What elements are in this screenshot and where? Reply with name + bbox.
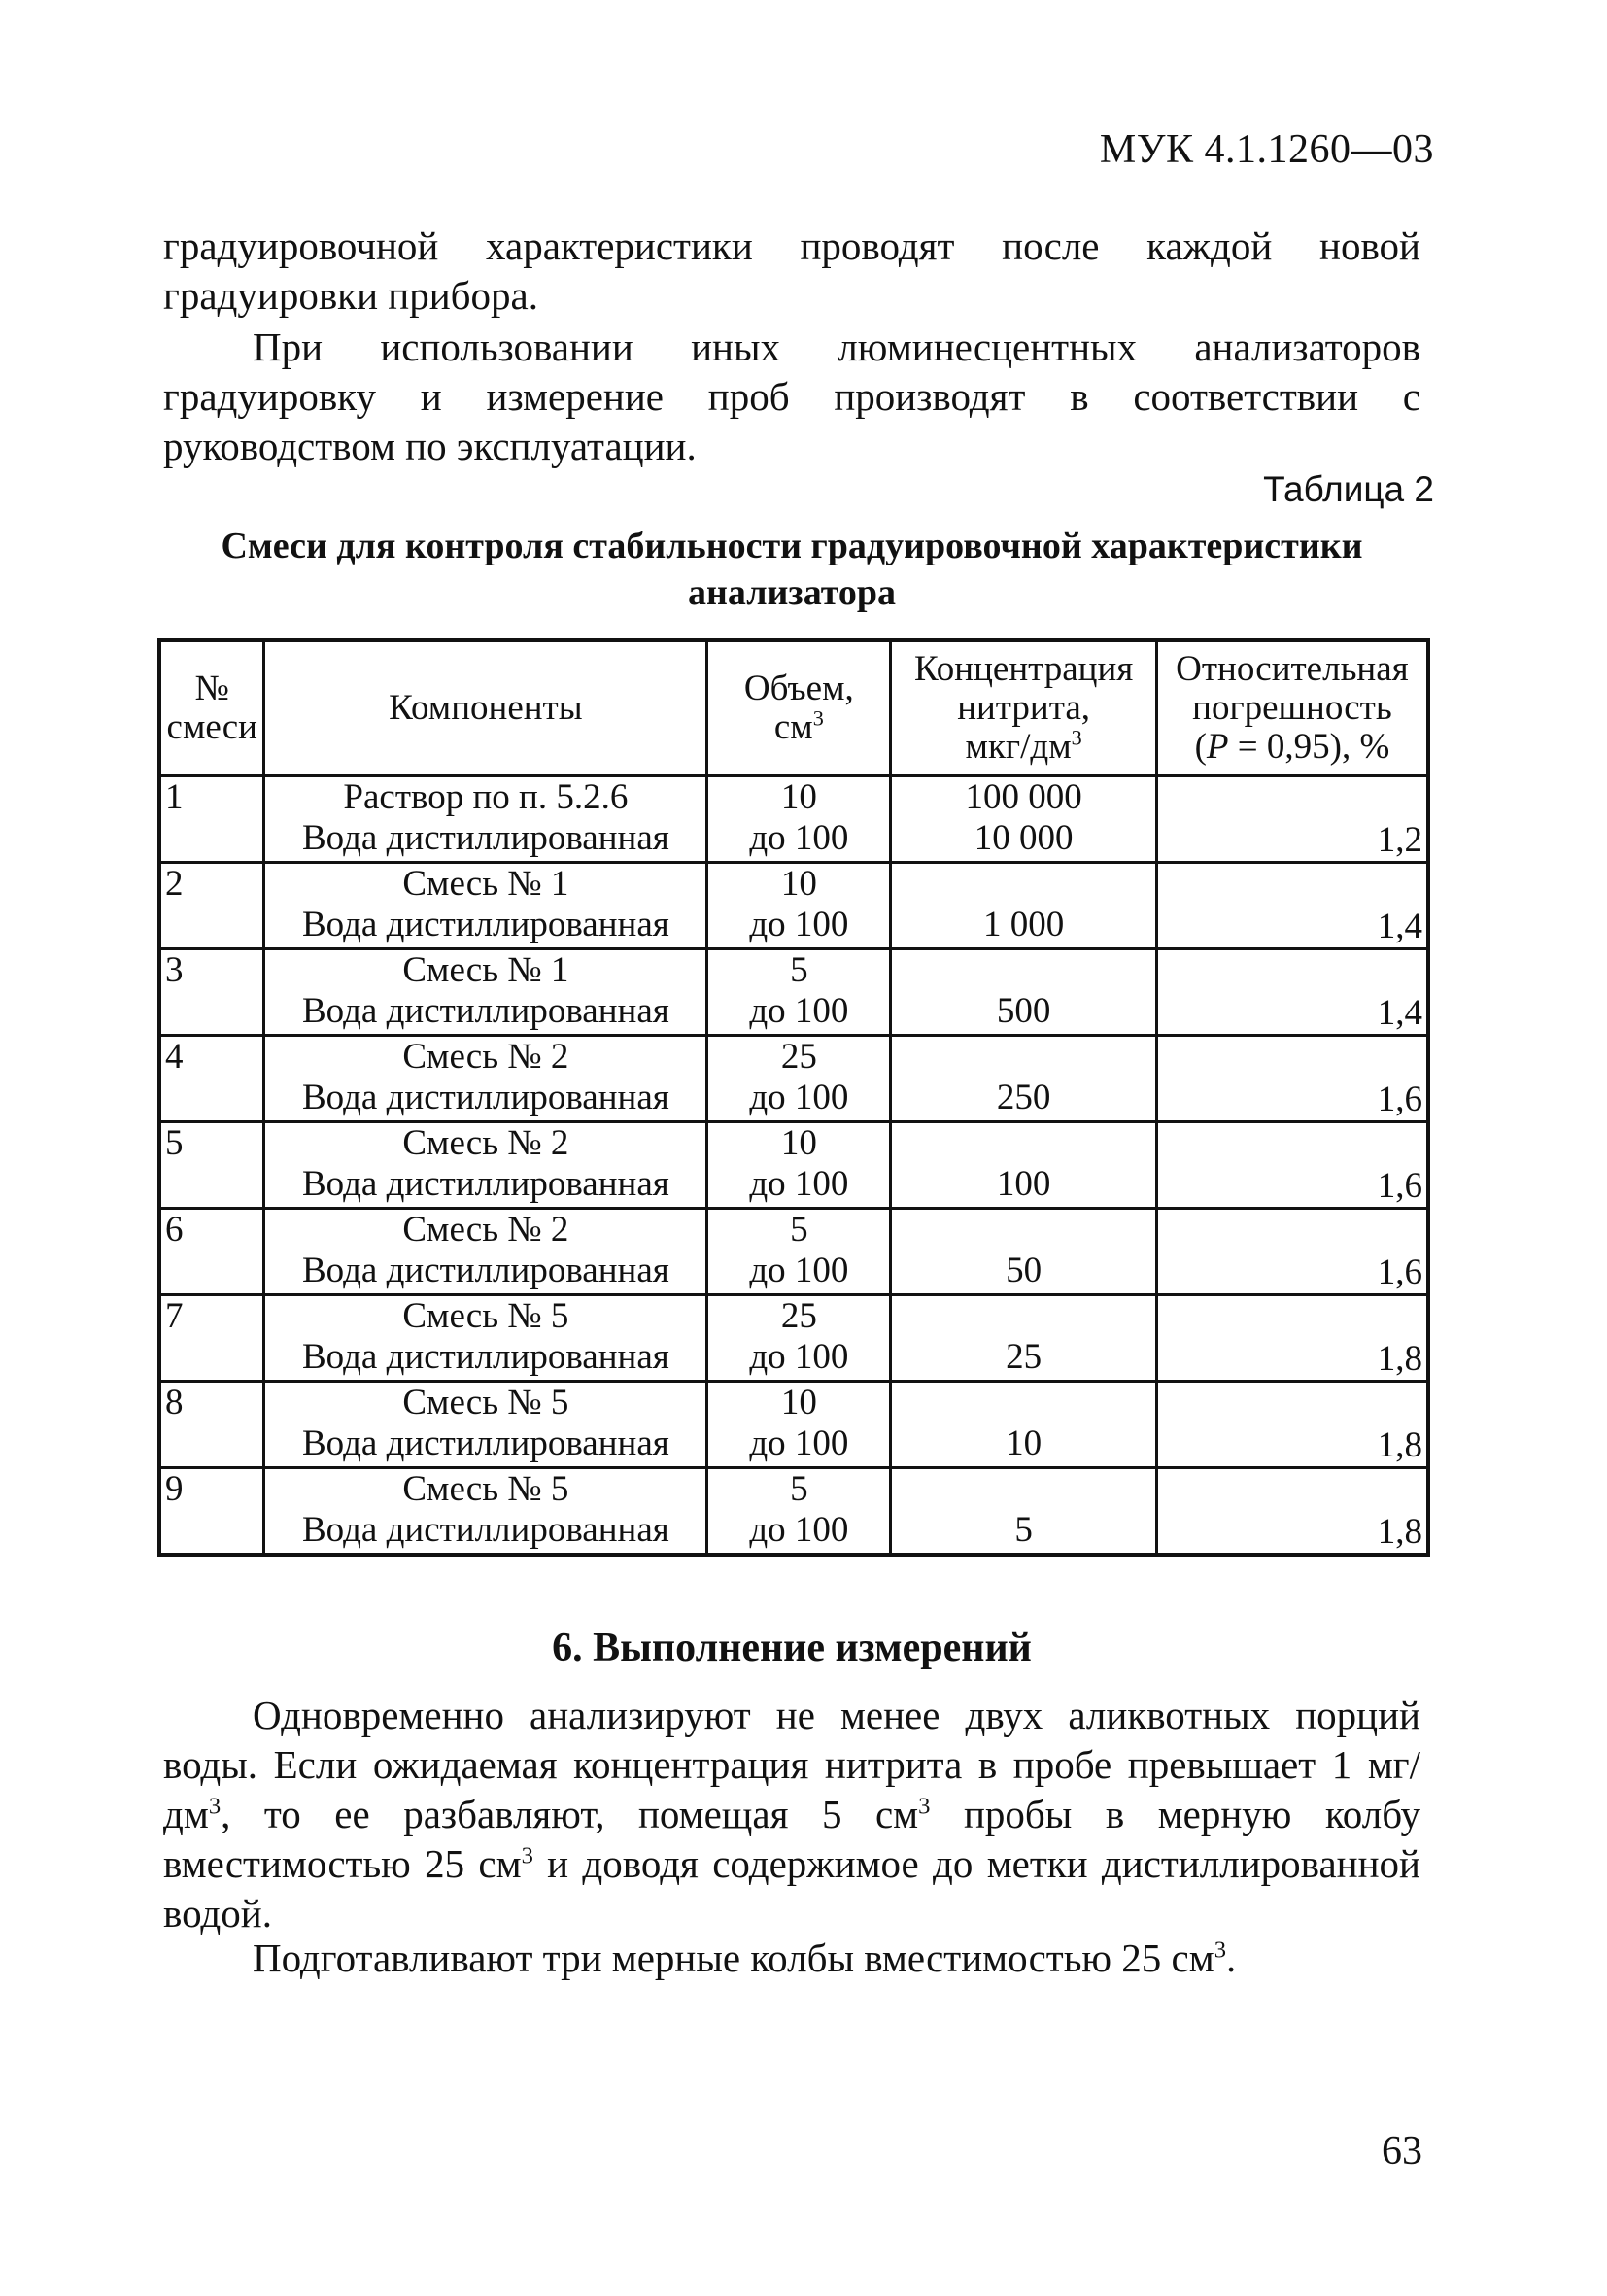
table-body [159,776,1428,1556]
cell-concentration: 25 [891,1295,1156,1382]
cell-concentration: 10 [891,1382,1156,1468]
cell-relative-error: 1,4 [1156,863,1428,949]
cell-components: Смесь № 5 Вода дистиллированная [264,1468,707,1556]
table-row [159,776,1428,863]
cell-mixture-number: 9 [159,1468,264,1556]
header-components: Компоненты [264,640,707,776]
cell-volume: 10 до 100 [707,1122,891,1209]
mixtures-table [157,638,1430,1557]
cell-volume: 10 до 100 [707,863,891,949]
table-row [159,1036,1428,1122]
cell-relative-error: 1,8 [1156,1382,1428,1468]
cell-relative-error: 1,6 [1156,1122,1428,1209]
cell-concentration: 500 [891,949,1156,1036]
cell-concentration: 100 000 10 000 [891,776,1156,863]
table-row [159,1122,1428,1209]
cell-concentration: 1 000 [891,863,1156,949]
table-row [159,1295,1428,1382]
cell-mixture-number: 5 [159,1122,264,1209]
section-heading: 6. Выполнение измерений [552,1626,1032,1670]
cell-relative-error: 1,6 [1156,1036,1428,1122]
cell-volume: 25 до 100 [707,1036,891,1122]
cell-mixture-number: 2 [159,863,264,949]
cell-components: Смесь № 2 Вода дистиллированная [264,1122,707,1209]
cell-volume: 10 до 100 [707,776,891,863]
cell-components: Смесь № 2 Вода дистиллированная [264,1036,707,1122]
paragraph-measurement: Одновременно анализируют не менее двух аликвотных порций воды. Если ожидаемая концентрация нитрита в пробе превышает 1 $мг/дм^3$, то ее разбавляют, помещая 5 $см^3$ пробы в мерную колбу вместимостью 25 $см^3$ и доводя содержимое до метки дистиллированной водой. [163,1693,1420,1936]
paragraph-other-analyzers: При использовании иных люминесцентных анализаторов градуировку и измерение проб производят в соответствии с руководством по эксплуатации. [163,325,1420,468]
cell-mixture-number: 8 [159,1382,264,1468]
cell-volume: 5 до 100 [707,1209,891,1295]
cell-relative-error: 1,8 [1156,1468,1428,1556]
cell-relative-error: 1,6 [1156,1209,1428,1295]
table-header-row [159,640,1428,776]
table-row [159,949,1428,1036]
cell-components: Раствор по п. 5.2.6 Вода дистиллированная [264,776,707,863]
table-row [159,1382,1428,1468]
cell-relative-error: 1,4 [1156,949,1428,1036]
page-number: 63 [1382,2129,1422,2174]
cell-mixture-number: 4 [159,1036,264,1122]
header-relative-error: Относительная погрешность (P = 0,95), % [1156,640,1428,776]
cell-concentration: 250 [891,1036,1156,1122]
cell-volume: 5 до 100 [707,949,891,1036]
cell-components: Смесь № 1 Вода дистиллированная [264,949,707,1036]
cell-components: Смесь № 2 Вода дистиллированная [264,1209,707,1295]
table-row [159,1468,1428,1556]
cell-relative-error: 1,2 [1156,776,1428,863]
paragraph-flasks: Подготавливают три мерные колбы вместимостью 25 $см^3$. [253,1936,1237,1980]
cell-mixture-number: 1 [159,776,264,863]
cell-components: Смесь № 5 Вода дистиллированная [264,1295,707,1382]
table-row [159,1209,1428,1295]
cell-volume: 5 до 100 [707,1468,891,1556]
table-label: Таблица 2 [1263,469,1434,509]
cell-components: Смесь № 1 Вода дистиллированная [264,863,707,949]
cell-mixture-number: 7 [159,1295,264,1382]
cell-relative-error: 1,8 [1156,1295,1428,1382]
table-row [159,863,1428,949]
table-title: Смеси для контроля стабильности градуировочной характеристики анализатора [221,526,1363,613]
cell-components: Смесь № 5 Вода дистиллированная [264,1382,707,1468]
paragraph-calibration-check: градуировочной характеристики проводят после каждой новой градуировки прибора. [163,223,1420,318]
header-concentration: Концентрация нитрита, мкг/$дм^3$ [891,640,1156,776]
cell-mixture-number: 6 [159,1209,264,1295]
header-volume: Объем, $см^3$ [707,640,891,776]
cell-volume: 10 до 100 [707,1382,891,1468]
cell-concentration: 50 [891,1209,1156,1295]
cell-mixture-number: 3 [159,949,264,1036]
cell-concentration: 100 [891,1122,1156,1209]
header-mixture-number: № смеси [159,640,264,776]
cell-concentration: 5 [891,1468,1156,1556]
document-code: МУК 4.1.1260—03 [1099,127,1434,172]
cell-volume: 25 до 100 [707,1295,891,1382]
